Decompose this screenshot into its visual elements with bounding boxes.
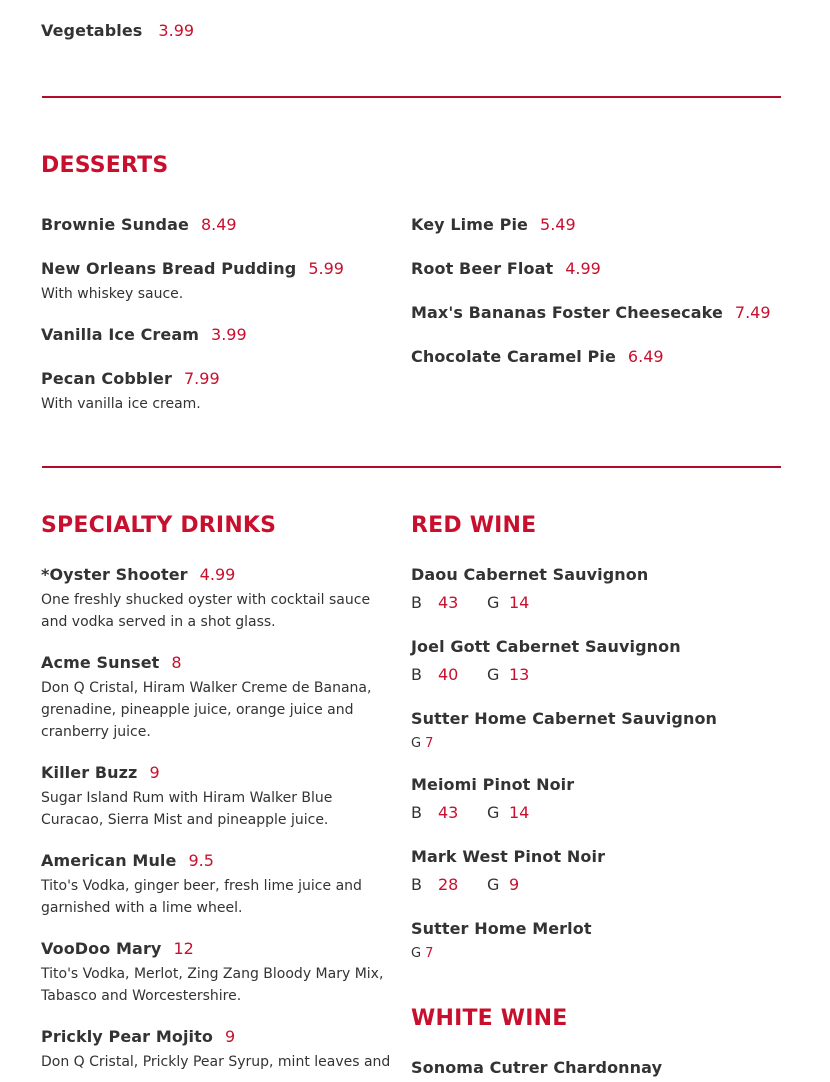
section-title-specialty-drinks: SPECIALTY DRINKS — [41, 513, 277, 538]
wine-prices — [411, 875, 519, 894]
menu-item — [41, 215, 237, 234]
item-price: 9 — [149, 763, 160, 782]
item-name: Max's Bananas Foster Cheesecake — [411, 303, 723, 322]
menu-item — [41, 763, 160, 782]
bottle-price: 43 — [438, 593, 459, 612]
section-divider — [42, 466, 781, 468]
glass-price: 9 — [509, 875, 520, 894]
item-price: 8.49 — [200, 215, 237, 234]
bottle-label: B — [411, 593, 422, 612]
item-name: Vegetables — [41, 21, 143, 40]
menu-item — [41, 939, 194, 958]
wine-prices — [411, 593, 529, 612]
item-name: Key Lime Pie — [411, 215, 529, 234]
menu-item — [411, 303, 771, 322]
menu-item — [411, 259, 601, 278]
glass-price: 7 — [425, 736, 434, 751]
menu-item — [411, 347, 664, 366]
menu-item — [41, 851, 214, 870]
item-description: Don Q Cristal, Prickly Pear Syrup, mint leaves and — [41, 1054, 391, 1070]
item-name: Root Beer Float — [411, 259, 554, 278]
item-name: Vanilla Ice Cream — [41, 325, 200, 344]
glass-price: 13 — [509, 665, 530, 684]
item-name: VooDoo Mary — [41, 939, 162, 958]
menu-item — [411, 215, 576, 234]
menu-item — [41, 259, 344, 278]
wine-name: Sutter Home Merlot — [411, 919, 592, 938]
glass-label: G — [411, 736, 422, 751]
wine-name: Daou Cabernet Sauvignon — [411, 565, 649, 584]
bottle-label: B — [411, 875, 422, 894]
bottle-label: B — [411, 803, 422, 822]
bottle-price: 28 — [438, 875, 459, 894]
wine-name: Sutter Home Cabernet Sauvignon — [411, 709, 718, 728]
wine-prices — [411, 665, 529, 684]
item-price: 4.99 — [565, 259, 601, 278]
glass-label: G — [487, 665, 500, 684]
glass-price: 7 — [425, 946, 434, 961]
item-name: Acme Sunset — [41, 653, 160, 672]
menu-item — [41, 325, 247, 344]
menu-item — [41, 369, 220, 388]
glass-label: G — [411, 946, 422, 961]
item-description: Sugar Island Rum with Hiram Walker Blue Curacao, Sierra Mist and pineapple juice. — [41, 790, 333, 828]
item-description: Tito's Vodka, Merlot, Zing Zang Bloody Mary Mix, Tabasco and Worcestershire. — [41, 966, 384, 1004]
item-name: Pecan Cobbler — [41, 369, 172, 388]
item-name: Chocolate Caramel Pie — [411, 347, 616, 366]
bottle-price: 40 — [438, 665, 459, 684]
item-description: With vanilla ice cream. — [41, 396, 201, 412]
item-price: 3.99 — [158, 21, 195, 40]
wine-prices — [411, 946, 433, 961]
item-name: Brownie Sundae — [41, 215, 189, 234]
menu-item — [41, 21, 194, 40]
item-name: Killer Buzz — [41, 763, 138, 782]
glass-label: G — [487, 875, 500, 894]
item-price: 7.49 — [734, 303, 771, 322]
item-description: Don Q Cristal, Hiram Walker Creme de Banana, grenadine, pineapple juice, orange juice and cranberry juice. — [41, 680, 372, 740]
item-name: Prickly Pear Mojito — [41, 1027, 213, 1046]
item-price: 9.5 — [188, 851, 214, 870]
item-price: 4.99 — [199, 565, 236, 584]
wine-prices — [411, 736, 433, 751]
section-title-red-wine: RED WINE — [411, 513, 537, 538]
item-name: *Oyster Shooter — [41, 565, 188, 584]
item-price: 5.49 — [540, 215, 576, 234]
glass-price: 14 — [509, 593, 530, 612]
wine-name: Joel Gott Cabernet Sauvignon — [411, 637, 681, 656]
wine-prices — [411, 803, 529, 822]
item-price: 9 — [224, 1027, 236, 1046]
section-title-desserts: DESSERTS — [41, 153, 169, 178]
glass-label: G — [487, 593, 500, 612]
item-description: Tito's Vodka, ginger beer, fresh lime juice and garnished with a lime wheel. — [41, 878, 362, 916]
item-description: One freshly shucked oyster with cocktail sauce and vodka served in a shot glass. — [41, 592, 371, 630]
section-title-white-wine: WHITE WINE — [411, 1006, 568, 1031]
item-name: American Mule — [41, 851, 177, 870]
item-description: With whiskey sauce. — [41, 286, 184, 302]
section-divider — [42, 96, 781, 98]
glass-price: 14 — [509, 803, 530, 822]
bottle-price: 43 — [438, 803, 459, 822]
item-price: 3.99 — [211, 325, 247, 344]
item-price: 12 — [173, 939, 194, 958]
wine-name: Sonoma Cutrer Chardonnay — [411, 1058, 663, 1077]
item-price: 6.49 — [627, 347, 664, 366]
wine-name: Mark West Pinot Noir — [411, 847, 606, 866]
bottle-label: B — [411, 665, 422, 684]
wine-name: Meiomi Pinot Noir — [411, 775, 575, 794]
menu-item — [41, 1027, 235, 1046]
glass-label: G — [487, 803, 500, 822]
item-name: New Orleans Bread Pudding — [41, 259, 297, 278]
menu-item — [41, 565, 235, 584]
item-price: 7.99 — [184, 369, 220, 388]
menu-item — [41, 653, 182, 672]
item-price: 8 — [171, 653, 182, 672]
item-price: 5.99 — [308, 259, 344, 278]
